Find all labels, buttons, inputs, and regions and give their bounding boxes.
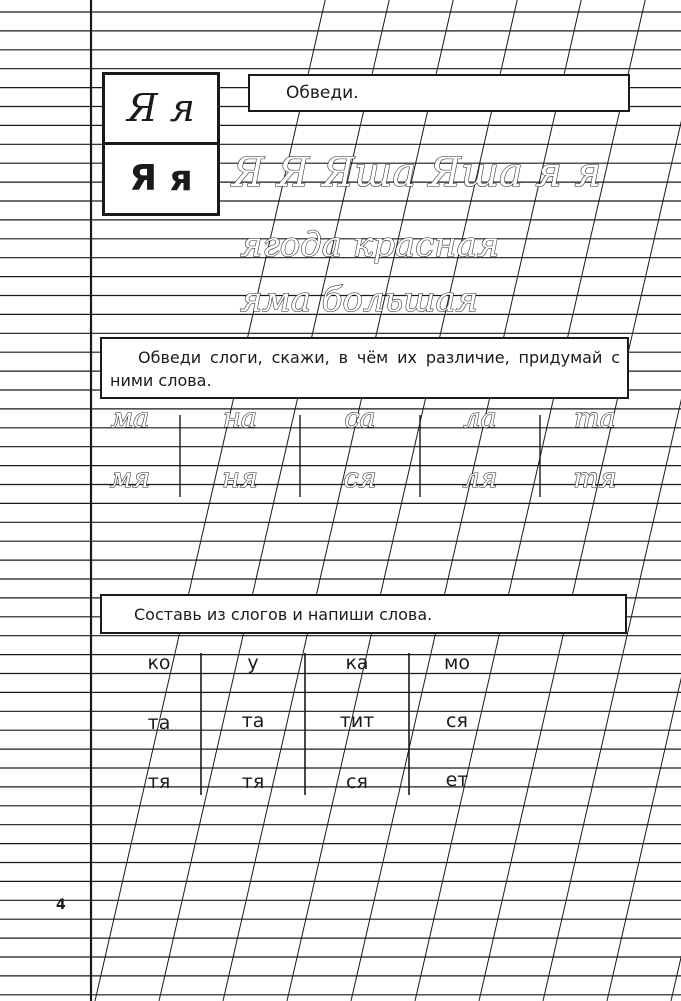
syllable-cell: тя xyxy=(147,771,171,793)
instruction-box-compose xyxy=(100,594,627,634)
page-number: 4 xyxy=(56,897,66,913)
trace-line-1: Я Я Яша Яша я я xyxy=(232,150,602,196)
syllable-cell: мо xyxy=(444,652,470,674)
syllable-cell: у xyxy=(247,652,259,674)
script-letter-cell xyxy=(105,75,217,145)
syllable-trace: са xyxy=(344,403,376,434)
syllable-cell: ко xyxy=(147,652,171,674)
syllable-cell: ка xyxy=(345,652,369,674)
syllable-trace: тя xyxy=(573,463,617,494)
instruction-box-syllables xyxy=(100,337,629,399)
syllable-trace: ля xyxy=(462,463,498,494)
print-letter-cell xyxy=(105,145,217,213)
syllable-trace: ла xyxy=(463,403,497,434)
instruction-text: Обведи. xyxy=(286,83,359,103)
syllable-trace: ма xyxy=(110,403,150,434)
instruction-box-trace xyxy=(248,74,630,112)
print-letters: Я я xyxy=(129,158,193,199)
syllable-cell: ся xyxy=(446,710,468,732)
syllable-trace: на xyxy=(223,403,257,434)
script-letters: Я я xyxy=(127,86,195,130)
syllable-cell: ся xyxy=(346,771,368,793)
syllable-cell: та xyxy=(147,712,171,734)
syllable-cell: тит xyxy=(339,710,375,732)
trace-line-3: яма большая xyxy=(240,280,479,320)
syllable-trace: ня xyxy=(222,463,258,494)
trace-line-2: ягода красная xyxy=(240,225,500,265)
syllable-trace: ся xyxy=(343,463,377,494)
syllable-cell: та xyxy=(241,710,265,732)
syllable-trace: мя xyxy=(109,463,151,494)
letter-card xyxy=(102,72,220,216)
instruction-text: Составь из слогов и напиши слова. xyxy=(134,605,433,624)
instruction-text: Обведи слоги, скажи, в чём их различие, придумай с ними слова. xyxy=(110,348,620,390)
syllable-trace: та xyxy=(574,403,616,434)
syllable-cell: тя xyxy=(241,771,265,793)
syllable-cell: ет xyxy=(445,769,469,791)
